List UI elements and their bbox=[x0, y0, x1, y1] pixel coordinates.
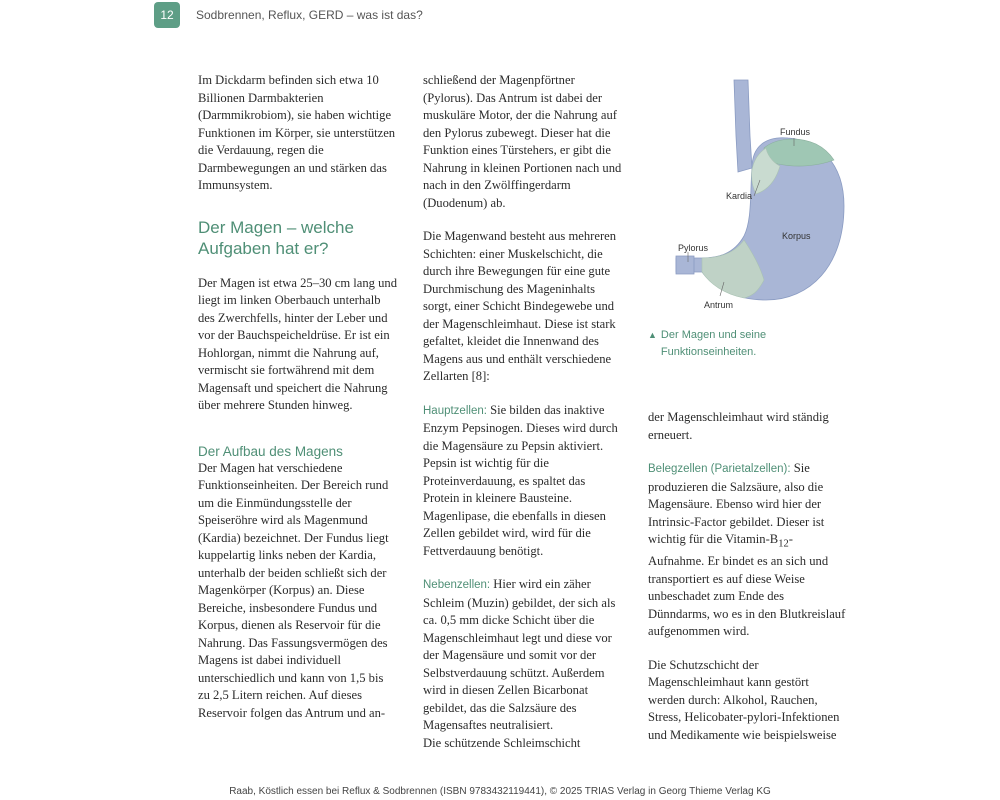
label-korpus: Korpus bbox=[782, 231, 811, 241]
magenwand-paragraph: Die Magenwand besteht aus mehreren Schichten: einer Muskelschicht, die durch ihre Bewegungen für eine gute Durchmischung des Mageninhalts sorgt, einer Schicht Bindegewebe und der Magenschleimhaut. Diese ist stark gefaltet, kleidet die Innenwand des Magens aus und enthält verschiedene Zellarten [8]: bbox=[423, 229, 617, 383]
column-3 bbox=[648, 409, 849, 760]
stomach-figure bbox=[648, 76, 848, 316]
label-antrum: Antrum bbox=[704, 300, 734, 310]
stomach-diagram bbox=[648, 76, 848, 316]
page-number-badge: 12 bbox=[154, 2, 180, 28]
belegzellen-text-b: -Aufnahme. Er bindet es an sich und transportiert es auf diese Weise unbeschadet zum Ende des Dünndarms, wo es in den Blutkreislauf aufgenommen wird. bbox=[648, 532, 846, 639]
section-paragraph: Der Magen ist etwa 25–30 cm lang und liegt im linken Oberbauch unterhalb des Zwerchfells, hinter der Leber und vor der Bauchspeicheldrüse. Er ist ein Hohlorgan, nimmt die Nahrung auf, vermischt sie fortwährend mit dem Magensaft und speichert die Nahrung über mehrere Stunden hinweg. bbox=[198, 275, 398, 412]
nebenzellen-text: Hier wird ein zäher Schleim (Muzin) gebildet, der sich als ca. 0,5 mm dicke Schicht über die Magenschleimhaut legt und diese vor der Magensäure und somit vor der Selbstverdauung schützt. Außerdem wird in diesen Zellen Bicarbonat gebildet, das die Salzsäure des Magensaftes neutralisiert. bbox=[423, 577, 616, 732]
column-1 bbox=[198, 72, 398, 738]
schleimschicht-line: Die schützende Schleimschicht bbox=[423, 735, 581, 750]
pylorus-shape bbox=[676, 256, 694, 274]
hauptzellen-text: Sie bilden das inaktive Enzym Pepsinogen. Dieses wird durch die Magensäure zu Pepsin aktiviert. Pepsin ist wichtig für die Proteinverdauung, es spaltet das Protein in kleinere Bausteine. Magenlipase, die ebenfalls in diesen Zellen gebildet wird, wird für die Fettverdauung benötigt. bbox=[423, 402, 618, 558]
section-title: Der Magen – welche Aufgaben hat er? bbox=[198, 217, 354, 258]
running-head: Sodbrennen, Reflux, GERD – was ist das? bbox=[196, 8, 423, 22]
belegzellen-text-a: Sie produzieren die Salzsäure, also die Magensäure. Ebenso wird hier der Intrinsic-Factor gebildet. Dieser ist wichtig für die Vitamin-B bbox=[648, 461, 825, 546]
label-fundus: Fundus bbox=[780, 127, 811, 137]
footer-credit: Raab, Köstlich essen bei Reflux & Sodbrennen (ISBN 9783432119441), © 2025 TRIAS Verlag in Georg Thieme Verlag KG bbox=[229, 786, 771, 797]
caption-text: Der Magen und seine Funktionseinheiten. bbox=[660, 329, 767, 358]
belegzellen-paragraph bbox=[648, 460, 849, 641]
figure-caption bbox=[648, 327, 848, 361]
hauptzellen-paragraph bbox=[423, 402, 624, 561]
belegzellen-term: Belegzellen (Parietalzellen): bbox=[648, 463, 791, 475]
nebenzellen-paragraph bbox=[423, 576, 624, 735]
label-kardia: Kardia bbox=[726, 191, 753, 201]
label-pylorus: Pylorus bbox=[678, 243, 709, 253]
column-2 bbox=[423, 72, 624, 768]
subsection-paragraph: Der Magen hat verschiedene Funktionseinheiten. Der Bereich rund um die Einmündungsstelle der Speiseröhre wird als Magenmund (Kardia) bezeichnet. Der Fundus liegt kuppelartig links neben der Kardia, unterhalb der beiden schließt sich der Magenkörper (Korpus) an. Diese Bereiche, insbesondere Fundus und Korpus, dienen als Reservoir für die Nahrung. Das Fassungsvermögen des Magens ist dabei individuell unterschiedlich und kann von 1,5 bis zu 2,5 Litern reichen. Auf dieses Reservoir folgen das Antrum und an- bbox=[198, 460, 389, 720]
intro-paragraph: Im Dickdarm befinden sich etwa 10 Billionen Darmbakterien (Darmmikrobiom), sie haben wichtige Funktionen im Körper, sie unterstützen die Verdauung, regen die Darmbewegungen an und stärken das Immunsystem. bbox=[198, 73, 396, 192]
page-header bbox=[154, 0, 423, 30]
triangle-up-icon: ▲ bbox=[648, 330, 657, 340]
subsection-title: Der Aufbau des Magens bbox=[198, 443, 343, 459]
hauptzellen-term: Hauptzellen: bbox=[423, 404, 487, 417]
esophagus-shape bbox=[734, 80, 752, 172]
pylorus-paragraph: schließend der Magenpförtner (Pylorus). Das Antrum ist dabei der muskuläre Motor, der die Nahrung auf den Pylorus zubewegt. Dieser hat die Funktion eines Türstehers, er gibt die Nahrung in kleinen Portionen nach und nach in den Zwölffingerdarm (Duodenum) ab. bbox=[423, 73, 622, 210]
nebenzellen-term: Nebenzellen: bbox=[423, 579, 491, 591]
schutzschicht-paragraph: Die Schutzschicht der Magenschleimhaut kann gestört werden durch: Alkohol, Rauchen, Stress, Helicobater-pylori-Infektionen und Medikamente wie beispielsweise bbox=[648, 657, 840, 742]
belegzellen-subscript: 12 bbox=[778, 538, 789, 550]
erneuert-paragraph: der Magenschleimhaut wird ständig erneuert. bbox=[648, 410, 829, 442]
